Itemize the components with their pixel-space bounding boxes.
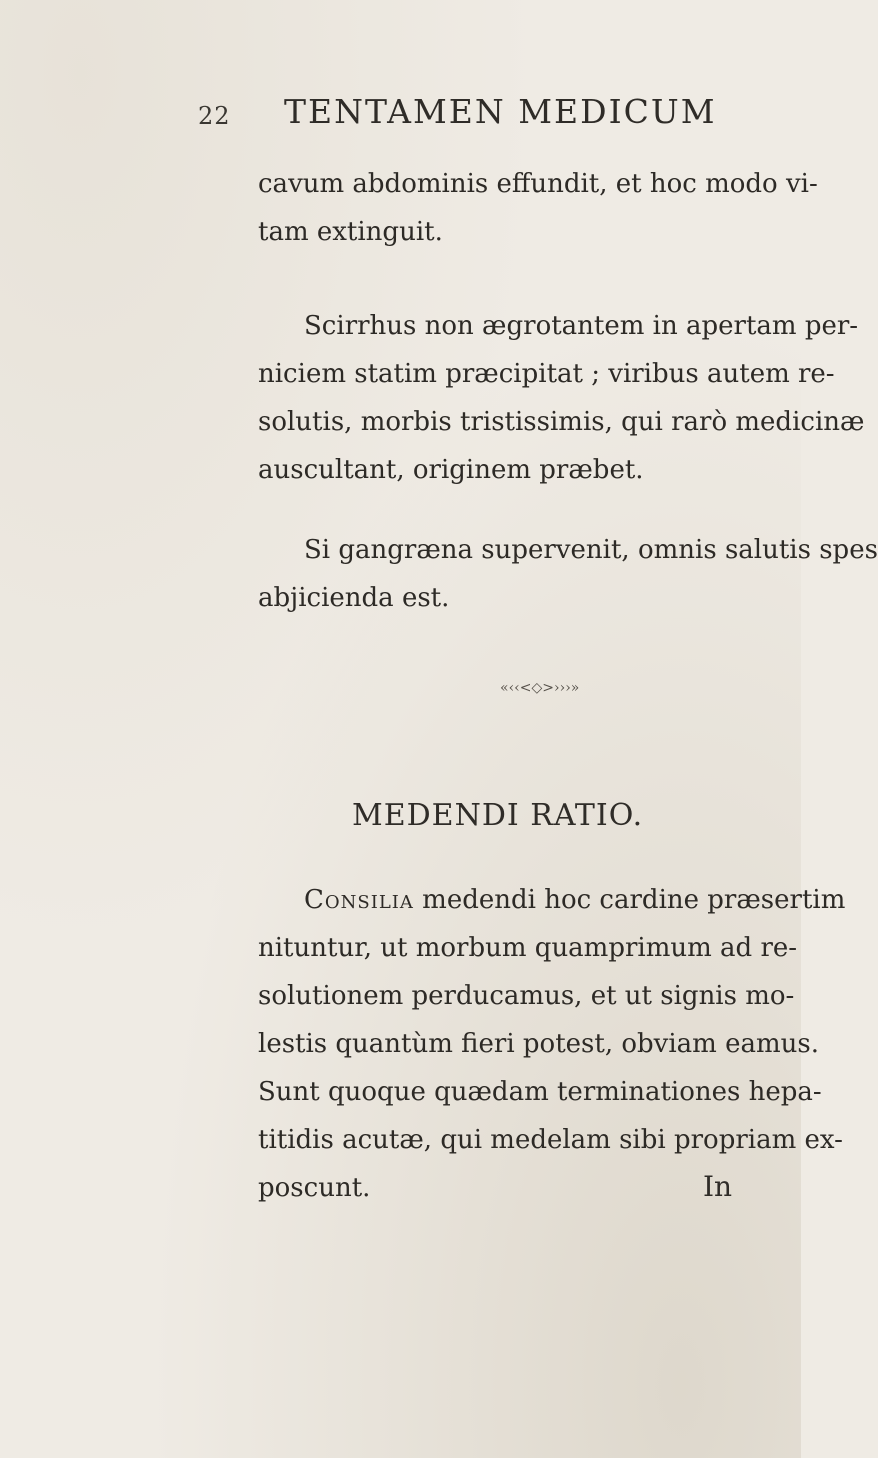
- lead-word: Consilia: [304, 885, 414, 915]
- running-head: TENTAMEN MEDICUM: [284, 92, 717, 131]
- text-line: Scirrhus non ægrotantem in apertam per-: [304, 311, 859, 341]
- text-line: solutionem perducamus, et ut signis mo-: [258, 981, 795, 1011]
- text-line: abjicienda est.: [258, 583, 450, 613]
- text-line: Sunt quoque quædam terminationes hepa-: [258, 1077, 822, 1107]
- text-line-first: [258, 876, 846, 924]
- catchword: In: [703, 1170, 733, 1203]
- text-line: Si gangræna supervenit, omnis salutis spes: [304, 535, 878, 565]
- paragraph-3: [258, 526, 878, 622]
- text-line: cavum abdominis effundit, et hoc modo vi-: [258, 169, 818, 199]
- section-title: MEDENDI RATIO.: [352, 798, 644, 833]
- page-number: 22: [198, 102, 231, 130]
- text-line: niciem statim præcipitat ; viribus autem re-: [258, 359, 835, 389]
- paragraph-2: [258, 302, 865, 494]
- ornament-divider: «‹‹<◇>›››»: [500, 680, 580, 696]
- text-line: titidis acutæ, qui medelam sibi propriam ex-: [258, 1125, 843, 1155]
- paragraph-1: [258, 160, 818, 256]
- paragraph-4: [258, 876, 846, 1212]
- text-line: solutis, morbis tristissimis, qui rarò medicinæ: [258, 407, 865, 437]
- first-line-rest: medendi hoc cardine præsertim: [413, 885, 846, 915]
- text-line: nituntur, ut morbum quamprimum ad re-: [258, 933, 798, 963]
- text-line: poscunt.: [258, 1173, 371, 1203]
- text-line: lestis quantùm fieri potest, obviam eamus.: [258, 1029, 819, 1059]
- text-line: auscultant, originem præbet.: [258, 455, 644, 485]
- text-line: tam extinguit.: [258, 217, 443, 247]
